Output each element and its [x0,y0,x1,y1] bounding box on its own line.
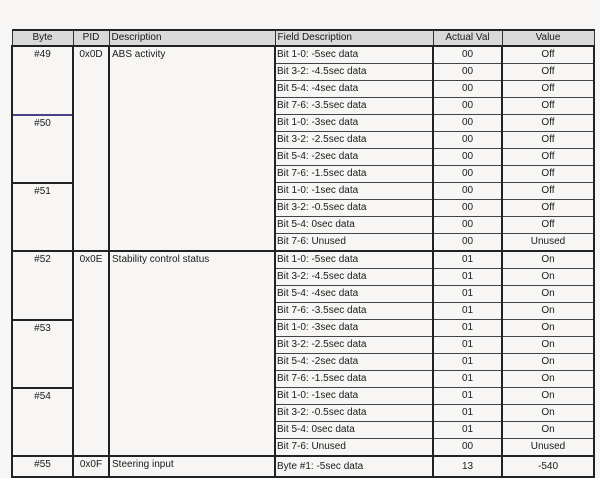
byte-number: #53 [12,320,73,388]
field-description-cell: Bit 3-2: -4.5sec data [275,269,433,286]
actual-value-cell: 00 [433,166,502,183]
actual-value-cell: 01 [433,337,502,354]
byte-number: #54 [12,388,73,457]
value-cell: On [502,337,594,354]
field-description-cell: Bit 5-4: -2sec data [275,354,433,371]
field-description-cell: Byte #1: -5sec data [275,456,433,477]
actual-value-cell: 00 [433,132,502,149]
byte-number: #55 [12,456,73,477]
actual-value-cell: 00 [433,200,502,217]
actual-value-cell: 00 [433,234,502,252]
value-cell: On [502,320,594,337]
actual-value-cell: 01 [433,422,502,439]
value-cell: Unused [502,439,594,457]
actual-value-cell: 01 [433,320,502,337]
actual-value-cell: 01 [433,303,502,320]
field-description-cell: Bit 1-0: -1sec data [275,388,433,405]
pid-code: 0x0E [73,251,109,456]
field-description-cell: Bit 5-4: -4sec data [275,81,433,98]
value-cell: Off [502,64,594,81]
header-description: Description [109,30,275,46]
field-description-cell: Bit 1-0: -3sec data [275,320,433,337]
byte-number: #49 [12,46,73,115]
actual-value-cell: 00 [433,81,502,98]
value-cell: On [502,251,594,269]
value-cell: Unused [502,234,594,252]
field-description-cell: Bit 3-2: -4.5sec data [275,64,433,81]
byte-number: #52 [12,251,73,320]
field-description-cell: Bit 7-6: -1.5sec data [275,371,433,388]
actual-value-cell: 01 [433,269,502,286]
value-cell: On [502,405,594,422]
data-table-container [11,29,595,478]
field-description-cell: Bit 5-4: 0sec data [275,217,433,234]
field-description-cell: Bit 5-4: -4sec data [275,286,433,303]
field-description-cell: Bit 5-4: -2sec data [275,149,433,166]
value-cell: Off [502,166,594,183]
value-cell: On [502,303,594,320]
actual-value-cell: 00 [433,149,502,166]
field-description-cell: Bit 3-2: -2.5sec data [275,132,433,149]
actual-value-cell: 00 [433,64,502,81]
field-description-cell: Bit 5-4: 0sec data [275,422,433,439]
field-description-cell: Bit 7-6: -1.5sec data [275,166,433,183]
value-cell: On [502,422,594,439]
field-description-cell: Bit 1-0: -5sec data [275,46,433,64]
pid-code: 0x0F [73,456,109,477]
actual-value-cell: 00 [433,439,502,457]
actual-value-cell: 00 [433,183,502,200]
field-description-cell: Bit 1-0: -1sec data [275,183,433,200]
value-cell: On [502,269,594,286]
actual-value-cell: 01 [433,286,502,303]
value-cell: On [502,354,594,371]
actual-value-cell: 00 [433,115,502,132]
actual-value-cell: 00 [433,217,502,234]
field-description-cell: Bit 7-6: Unused [275,234,433,252]
value-cell: On [502,371,594,388]
value-cell: Off [502,132,594,149]
value-cell: Off [502,98,594,115]
actual-value-cell: 01 [433,388,502,405]
header-actual-val: Actual Val [433,30,502,46]
value-cell: On [502,388,594,405]
value-cell: -540 [502,456,594,477]
actual-value-cell: 01 [433,405,502,422]
actual-value-cell: 13 [433,456,502,477]
pid-description: Stability control status [109,251,275,456]
header-field-description: Field Description [275,30,433,46]
value-cell: Off [502,149,594,166]
table-header-row [12,30,594,46]
table-body [12,46,594,477]
pid-description: Steering input [109,456,275,477]
field-description-cell: Bit 7-6: -3.5sec data [275,303,433,320]
value-cell: Off [502,200,594,217]
actual-value-cell: 00 [433,98,502,115]
byte-number: #51 [12,183,73,252]
header-byte: Byte [12,30,73,46]
table-row [12,46,594,64]
byte-number: #50 [12,115,73,183]
actual-value-cell: 01 [433,354,502,371]
header-value: Value [502,30,594,46]
actual-value-cell: 00 [433,46,502,64]
value-cell: On [502,286,594,303]
actual-value-cell: 01 [433,251,502,269]
field-description-cell: Bit 7-6: Unused [275,439,433,457]
value-cell: Off [502,46,594,64]
actual-value-cell: 01 [433,371,502,388]
field-description-cell: Bit 3-2: -0.5sec data [275,405,433,422]
field-description-cell: Bit 7-6: -3.5sec data [275,98,433,115]
field-description-cell: Bit 1-0: -3sec data [275,115,433,132]
pid-data-table [11,29,595,478]
pid-description: ABS activity [109,46,275,251]
value-cell: Off [502,183,594,200]
table-row [12,456,594,477]
pid-code: 0x0D [73,46,109,251]
header-pid: PID [73,30,109,46]
table-row [12,251,594,269]
field-description-cell: Bit 3-2: -2.5sec data [275,337,433,354]
value-cell: Off [502,81,594,98]
field-description-cell: Bit 1-0: -5sec data [275,251,433,269]
field-description-cell: Bit 3-2: -0.5sec data [275,200,433,217]
value-cell: Off [502,217,594,234]
value-cell: Off [502,115,594,132]
